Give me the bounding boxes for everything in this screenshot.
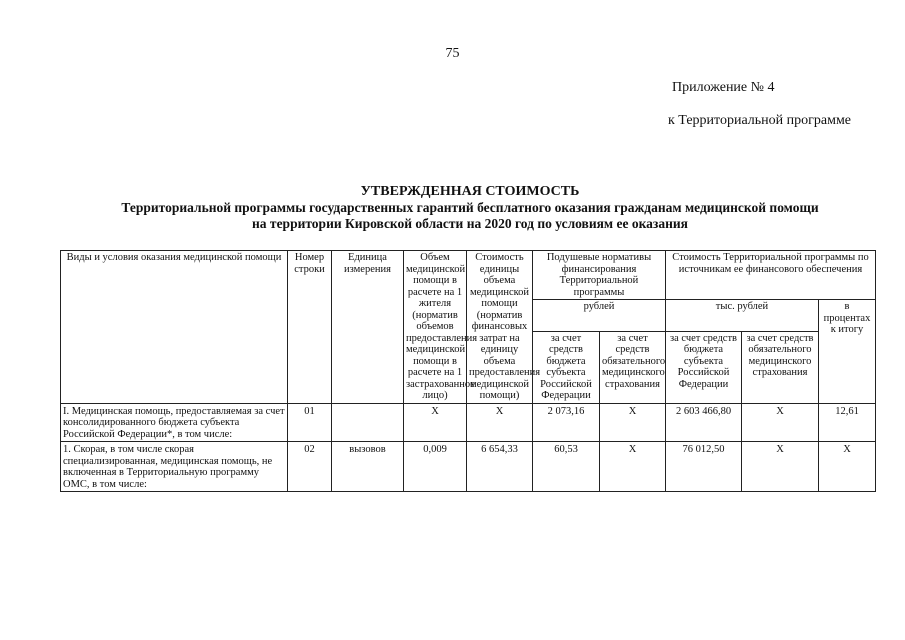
header-rubles: рублей xyxy=(533,300,666,332)
row-name: 1. Скорая, в том числе скорая специализированная, медицинская помощь, не включенная в Территориальную программу ОМС, в том числе: xyxy=(61,442,288,492)
table-row xyxy=(61,442,876,492)
row-total-oms: X xyxy=(742,442,819,492)
row-volume: X xyxy=(404,403,467,442)
header-pc-budget: за счет средств бюджета субъекта Российской Федерации xyxy=(533,331,600,403)
header-total-oms: за счет средств обязательного медицинского страхования xyxy=(742,331,819,403)
header-row-1 xyxy=(61,251,876,300)
header-percent: в процентах к итогу xyxy=(819,300,876,404)
page-number: 75 xyxy=(445,46,460,61)
row-volume: 0,009 xyxy=(404,442,467,492)
header-volume: Объем медицинской помощи в расчете на 1 жителя (норматив объемов предоставления медицинской помощи в расчете на 1 застрахованное лицо) xyxy=(404,251,467,404)
header-unit: Единица измерения xyxy=(332,251,404,404)
title-line-2: Территориальной программы государственных гарантий бесплатного оказания гражданам медицинской помощи xyxy=(121,200,819,215)
row-number: 01 xyxy=(288,403,332,442)
row-percent: X xyxy=(819,442,876,492)
row-total-oms: X xyxy=(742,403,819,442)
row-total-budget: 76 012,50 xyxy=(666,442,742,492)
row-unit-cost: X xyxy=(467,403,533,442)
cost-table xyxy=(60,250,876,492)
row-number: 02 xyxy=(288,442,332,492)
row-unit-cost: 6 654,33 xyxy=(467,442,533,492)
header-total-budget: за счет средств бюджета субъекта Российской Федерации xyxy=(666,331,742,403)
row-pc-oms: X xyxy=(600,442,666,492)
header-thousand-rubles: тыс. рублей xyxy=(666,300,819,332)
header-per-capita: Подушевые нормативы финансирования Территориальной программы xyxy=(533,251,666,300)
row-unit: вызовов xyxy=(332,442,404,492)
row-pc-budget: 2 073,16 xyxy=(533,403,600,442)
table-row xyxy=(61,403,876,442)
header-total-cost: Стоимость Территориальной программы по источникам ее финансового обеспечения xyxy=(666,251,876,300)
header-types: Виды и условия оказания медицинской помощи xyxy=(61,251,288,404)
document-title xyxy=(60,183,880,232)
header-pc-oms: за счет средств обязательного медицинского страхования xyxy=(600,331,666,403)
header-unit-cost: Стоимость единицы объема медицинской помощи (норматив финансовых затрат на единицу объема предоставления медицинской помощи) xyxy=(467,251,533,404)
row-pc-oms: X xyxy=(600,403,666,442)
row-unit xyxy=(332,403,404,442)
row-total-budget: 2 603 466,80 xyxy=(666,403,742,442)
appendix-reference: к Территориальной программе xyxy=(668,113,852,128)
row-pc-budget: 60,53 xyxy=(533,442,600,492)
row-percent: 12,61 xyxy=(819,403,876,442)
row-name: I. Медицинская помощь, предоставляемая за счет консолидированного бюджета субъекта Российской Федерации*, в том числе: xyxy=(61,403,288,442)
title-line-3: на территории Кировской области на 2020 год по условиям ее оказания xyxy=(252,216,688,231)
header-row-number: Номер строки xyxy=(288,251,332,404)
title-main: УТВЕРЖДЕННАЯ СТОИМОСТЬ xyxy=(360,184,580,199)
appendix-label: Приложение № 4 xyxy=(672,80,775,95)
